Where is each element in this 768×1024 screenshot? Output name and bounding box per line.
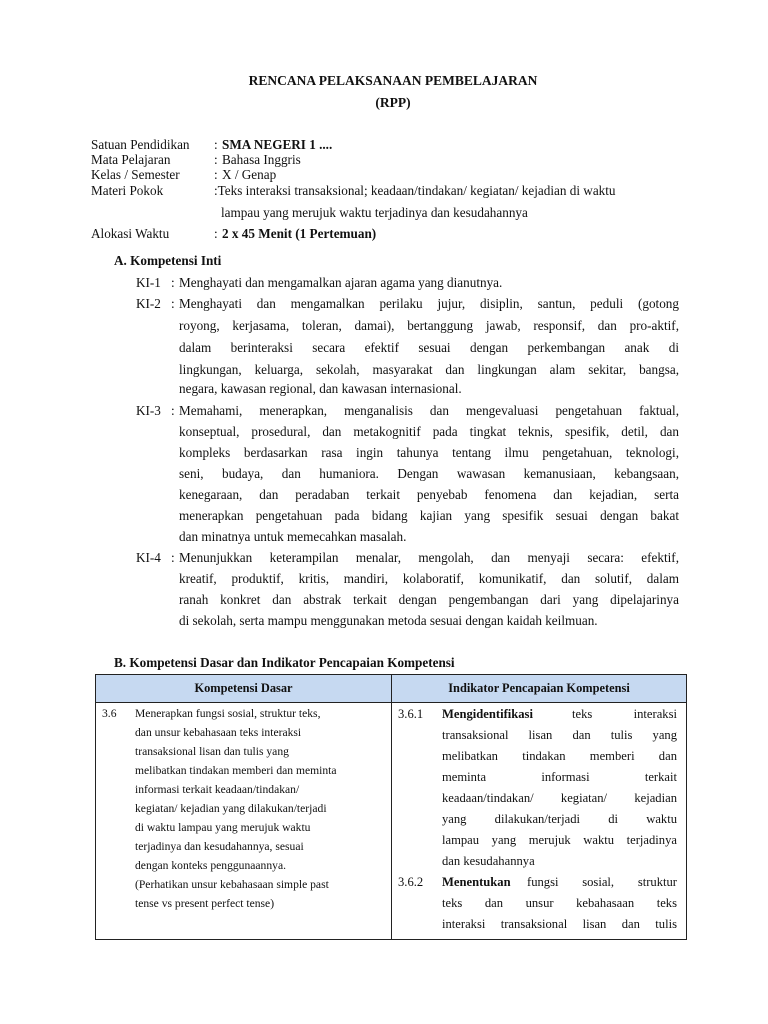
mapel-colon: : [214, 152, 218, 167]
kd-text-line: tense vs present perfect tense) [135, 897, 275, 910]
document-subtitle: (RPP) [375, 95, 411, 110]
ki-colon: : [171, 550, 175, 565]
indicator-text-line: lampau yang merujuk waktu terjadinya [442, 833, 677, 847]
kelas-label: Kelas / Semester [91, 167, 180, 182]
kd-text-line: dengan konteks penggunaannya. [135, 859, 286, 872]
kd-text-line: terjadinya dan kesudahannya, sesuai [135, 840, 304, 853]
kelas-value: X / Genap [222, 167, 277, 182]
satuan-label: Satuan Pendidikan [91, 137, 190, 152]
kelas-colon: : [214, 167, 218, 182]
ki-text-line: kompleks berdasarkan rasa ingin tahunya tentang ilmu pengetahuan, teknologi, [179, 445, 679, 460]
kd-text-line: transaksional lisan dan tulis yang [135, 745, 289, 758]
ki-text-line: Menghayati dan mengamalkan perilaku jujur, disiplin, santun, peduli (gotong [179, 296, 679, 311]
indicator-text-line: teks dan unsur kebahasaan teks [442, 896, 677, 910]
table-header-row [96, 675, 687, 703]
materi-label: Materi Pokok [91, 183, 164, 198]
ki-text-line: konseptual, prosedural, dan metakognitif pada tingkat teknis, spesifik, detil, dan [179, 424, 679, 439]
alokasi-label: Alokasi Waktu [91, 226, 170, 241]
kd-text-line: di waktu lampau yang merujuk waktu [135, 821, 311, 834]
ki-text-line: ranah konkret dan abstrak terkait dengan pengembangan dari yang dipelajarinya [179, 592, 679, 607]
ki-code: KI-3 [136, 403, 161, 418]
indicator-number: 3.6.2 [398, 875, 424, 889]
ki-colon: : [171, 296, 175, 311]
ki-text-line: seni, budaya, dan humaniora. Dengan wawasan kemanusiaan, kebangsaan, [179, 466, 679, 481]
table-row [96, 703, 687, 940]
section-a-heading: A. Kompetensi Inti [114, 253, 222, 268]
kd-text-line: melibatkan tindakan memberi dan meminta [135, 764, 337, 777]
satuan-colon: : [214, 137, 218, 152]
ki-text-line: royong, kerjasama, toleran, damai), bertanggung jawab, responsif, dan pro-aktif, [179, 318, 679, 333]
indicator-text-line: transaksional lisan dan tulis yang [442, 728, 677, 742]
ki-text-line: Memahami, menerapkan, menganalisis dan mengevaluasi pengetahuan faktual, [179, 403, 679, 418]
materi-value-line-1: :Teks interaksi transaksional; keadaan/tindakan/ kegiatan/ kejadian di waktu [214, 183, 616, 198]
ki-text-line: negara, kawasan regional, dan kawasan internasional. [179, 381, 462, 396]
mapel-label: Mata Pelajaran [91, 152, 171, 167]
kd-text-line: Menerapkan fungsi sosial, struktur teks, [135, 707, 321, 720]
kd-column-header: Kompetensi Dasar [96, 675, 392, 703]
indicator-cell [392, 703, 687, 940]
alokasi-value: 2 x 45 Menit (1 Pertemuan) [222, 226, 377, 241]
ki-colon: : [171, 403, 175, 418]
ki-code: KI-1 [136, 275, 161, 290]
ki-text-line: di sekolah, serta mampu menggunakan metoda sesuai dengan kaidah keilmuan. [179, 613, 598, 628]
ki-code: KI-2 [136, 296, 161, 311]
kd-text-line: dan unsur kebahasaan teks interaksi [135, 726, 302, 739]
indicator-keyword: Menentukan [442, 875, 511, 889]
indicator-text-line: melibatkan tindakan memberi dan [442, 749, 677, 763]
ki-code: KI-4 [136, 550, 161, 565]
ki-text-line: lingkungan, keluarga, sekolah, masyarakat dan lingkungan alam sekitar, bangsa, [179, 362, 679, 377]
kd-text-line: kegiatan/ kejadian yang dilakukan/terjadi [135, 802, 327, 815]
ki-text-line: kenegaraan, dan peradaban terkait penyebab fenomena dan kejadian, serta [179, 487, 679, 502]
section-b-heading: B. Kompetensi Dasar dan Indikator Pencapaian Kompetensi [114, 655, 455, 670]
ki-text-line: menerapkan pengetahuan pada bidang kajian yang spesifik sesuai dengan bakat [179, 508, 679, 523]
indicator-text-line: dan kesudahannya [442, 854, 535, 868]
kd-text-line: informasi terkait keadaan/tindakan/ [135, 783, 300, 796]
indicator-keyword: Mengidentifikasi [442, 707, 533, 721]
ki-colon: : [171, 275, 175, 290]
kd-text-line: (Perhatikan unsur kebahasaan simple past [135, 878, 329, 891]
indicator-text-line: teks interaksi [572, 707, 677, 721]
competency-table [95, 674, 687, 940]
ki-text-line: kreatif, produktif, kritis, mandiri, kolaboratif, komunikatif, dan solutif, dalam [179, 571, 679, 586]
satuan-value: SMA NEGERI 1 .... [222, 137, 333, 152]
alokasi-colon: : [214, 226, 218, 241]
indicator-text-line: interaksi transaksional lisan dan tulis [442, 917, 677, 931]
indicator-text-line: meminta informasi terkait [442, 770, 677, 784]
ki-text-line: dalam berinteraksi secara efektif sesuai dengan perkembangan anak di [179, 340, 679, 355]
indicator-number: 3.6.1 [398, 707, 424, 721]
ki-text-line: Menunjukkan keterampilan menalar, mengolah, dan menyaji secara: efektif, [179, 550, 679, 565]
ki-text-line: Menghayati dan mengamalkan ajaran agama yang dianutnya. [179, 275, 503, 290]
mapel-value: Bahasa Inggris [222, 152, 301, 167]
indicator-text-line: keadaan/tindakan/ kegiatan/ kejadian [442, 791, 677, 805]
document-title: RENCANA PELAKSANAAN PEMBELAJARAN [248, 73, 538, 88]
materi-value-line-2: lampau yang merujuk waktu terjadinya dan kesudahannya [221, 205, 528, 220]
indicator-column-header: Indikator Pencapaian Kompetensi [392, 675, 687, 703]
ki-text-line: dan minatnya untuk memecahkan masalah. [179, 529, 407, 544]
kd-cell [96, 703, 392, 940]
indicator-text-line: yang dilakukan/terjadi di waktu [442, 812, 677, 826]
indicator-text-line: fungsi sosial, struktur [527, 875, 677, 889]
kd-number: 3.6 [102, 707, 117, 720]
